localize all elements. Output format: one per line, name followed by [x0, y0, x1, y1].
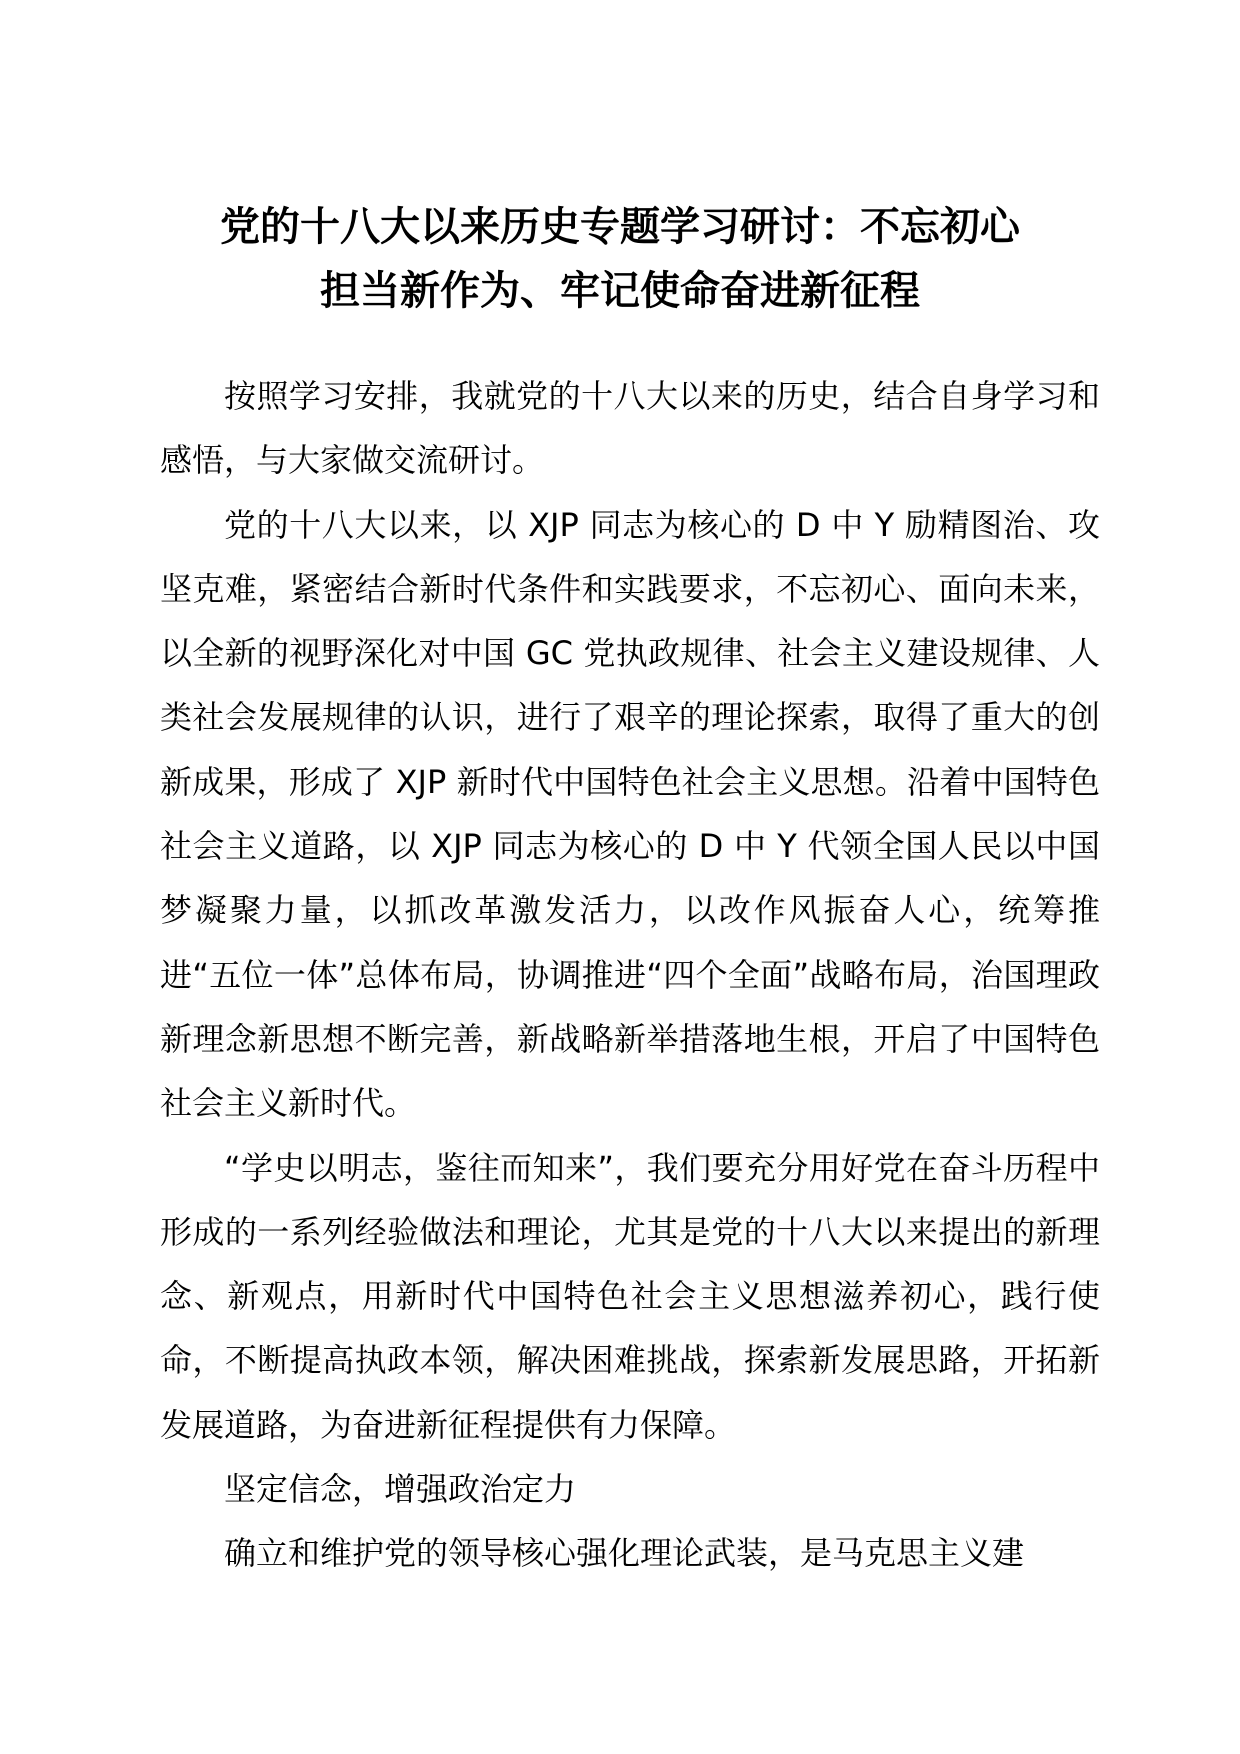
document-body — [160, 364, 1100, 1586]
title-line-2: 担当新作为、牢记使命奋进新征程 — [320, 268, 920, 314]
paragraph-intro: 按照学习安排，我就党的十八大以来的历史，结合自身学习和感悟，与大家做交流研讨。 — [160, 377, 1100, 480]
paragraph-learning: “学史以明志，鉴往而知来”，我们要充分用好党在奋斗历程中形成的一系列经验做法和理论，尤其是党的十八大以来提出的新理念、新观点，用新时代中国特色社会主义思想滋养初心，践行使命，不断提高执政本领，解决困难挑战，探索新发展思路，开拓新发展道路，为奋进新征程提供有力保障。 — [160, 1148, 1100, 1444]
paragraph-history: 党的十八大以来，以 XJP 同志为核心的 D 中 Y 励精图治、攻坚克难，紧密结合新时代条件和实践要求，不忘初心、面向未来，以全新的视野深化对中国 GC 党执政规律、社会主义建设规律、人类社会发展规律的认识，进行了艰辛的理论探索，取得了重大的创新成果，形成了 XJP 新时代中国特色社会主义思想。沿着中国特色社会主义道路，以 XJP 同志为核心的 D 中 Y 代领全国人民以中国梦凝聚力量，以抓改革激发活力，以改作风振奋人心，统筹推进“五位一体”总体布局，协调推进“四个全面”战略布局，治国理政新理念新思想不断完善，新战略新举措落地生根，开启了中国特色社会主义新时代。 — [160, 505, 1100, 1123]
document-title — [100, 195, 1140, 323]
section-heading: 坚定信念，增强政治定力 — [224, 1470, 577, 1509]
paragraph-section-start: 确立和维护党的领导核心强化理论武装，是马克思主义建 — [224, 1534, 1025, 1573]
title-line-1: 党的十八大以来历史专题学习研讨：不忘初心 — [220, 204, 1020, 250]
